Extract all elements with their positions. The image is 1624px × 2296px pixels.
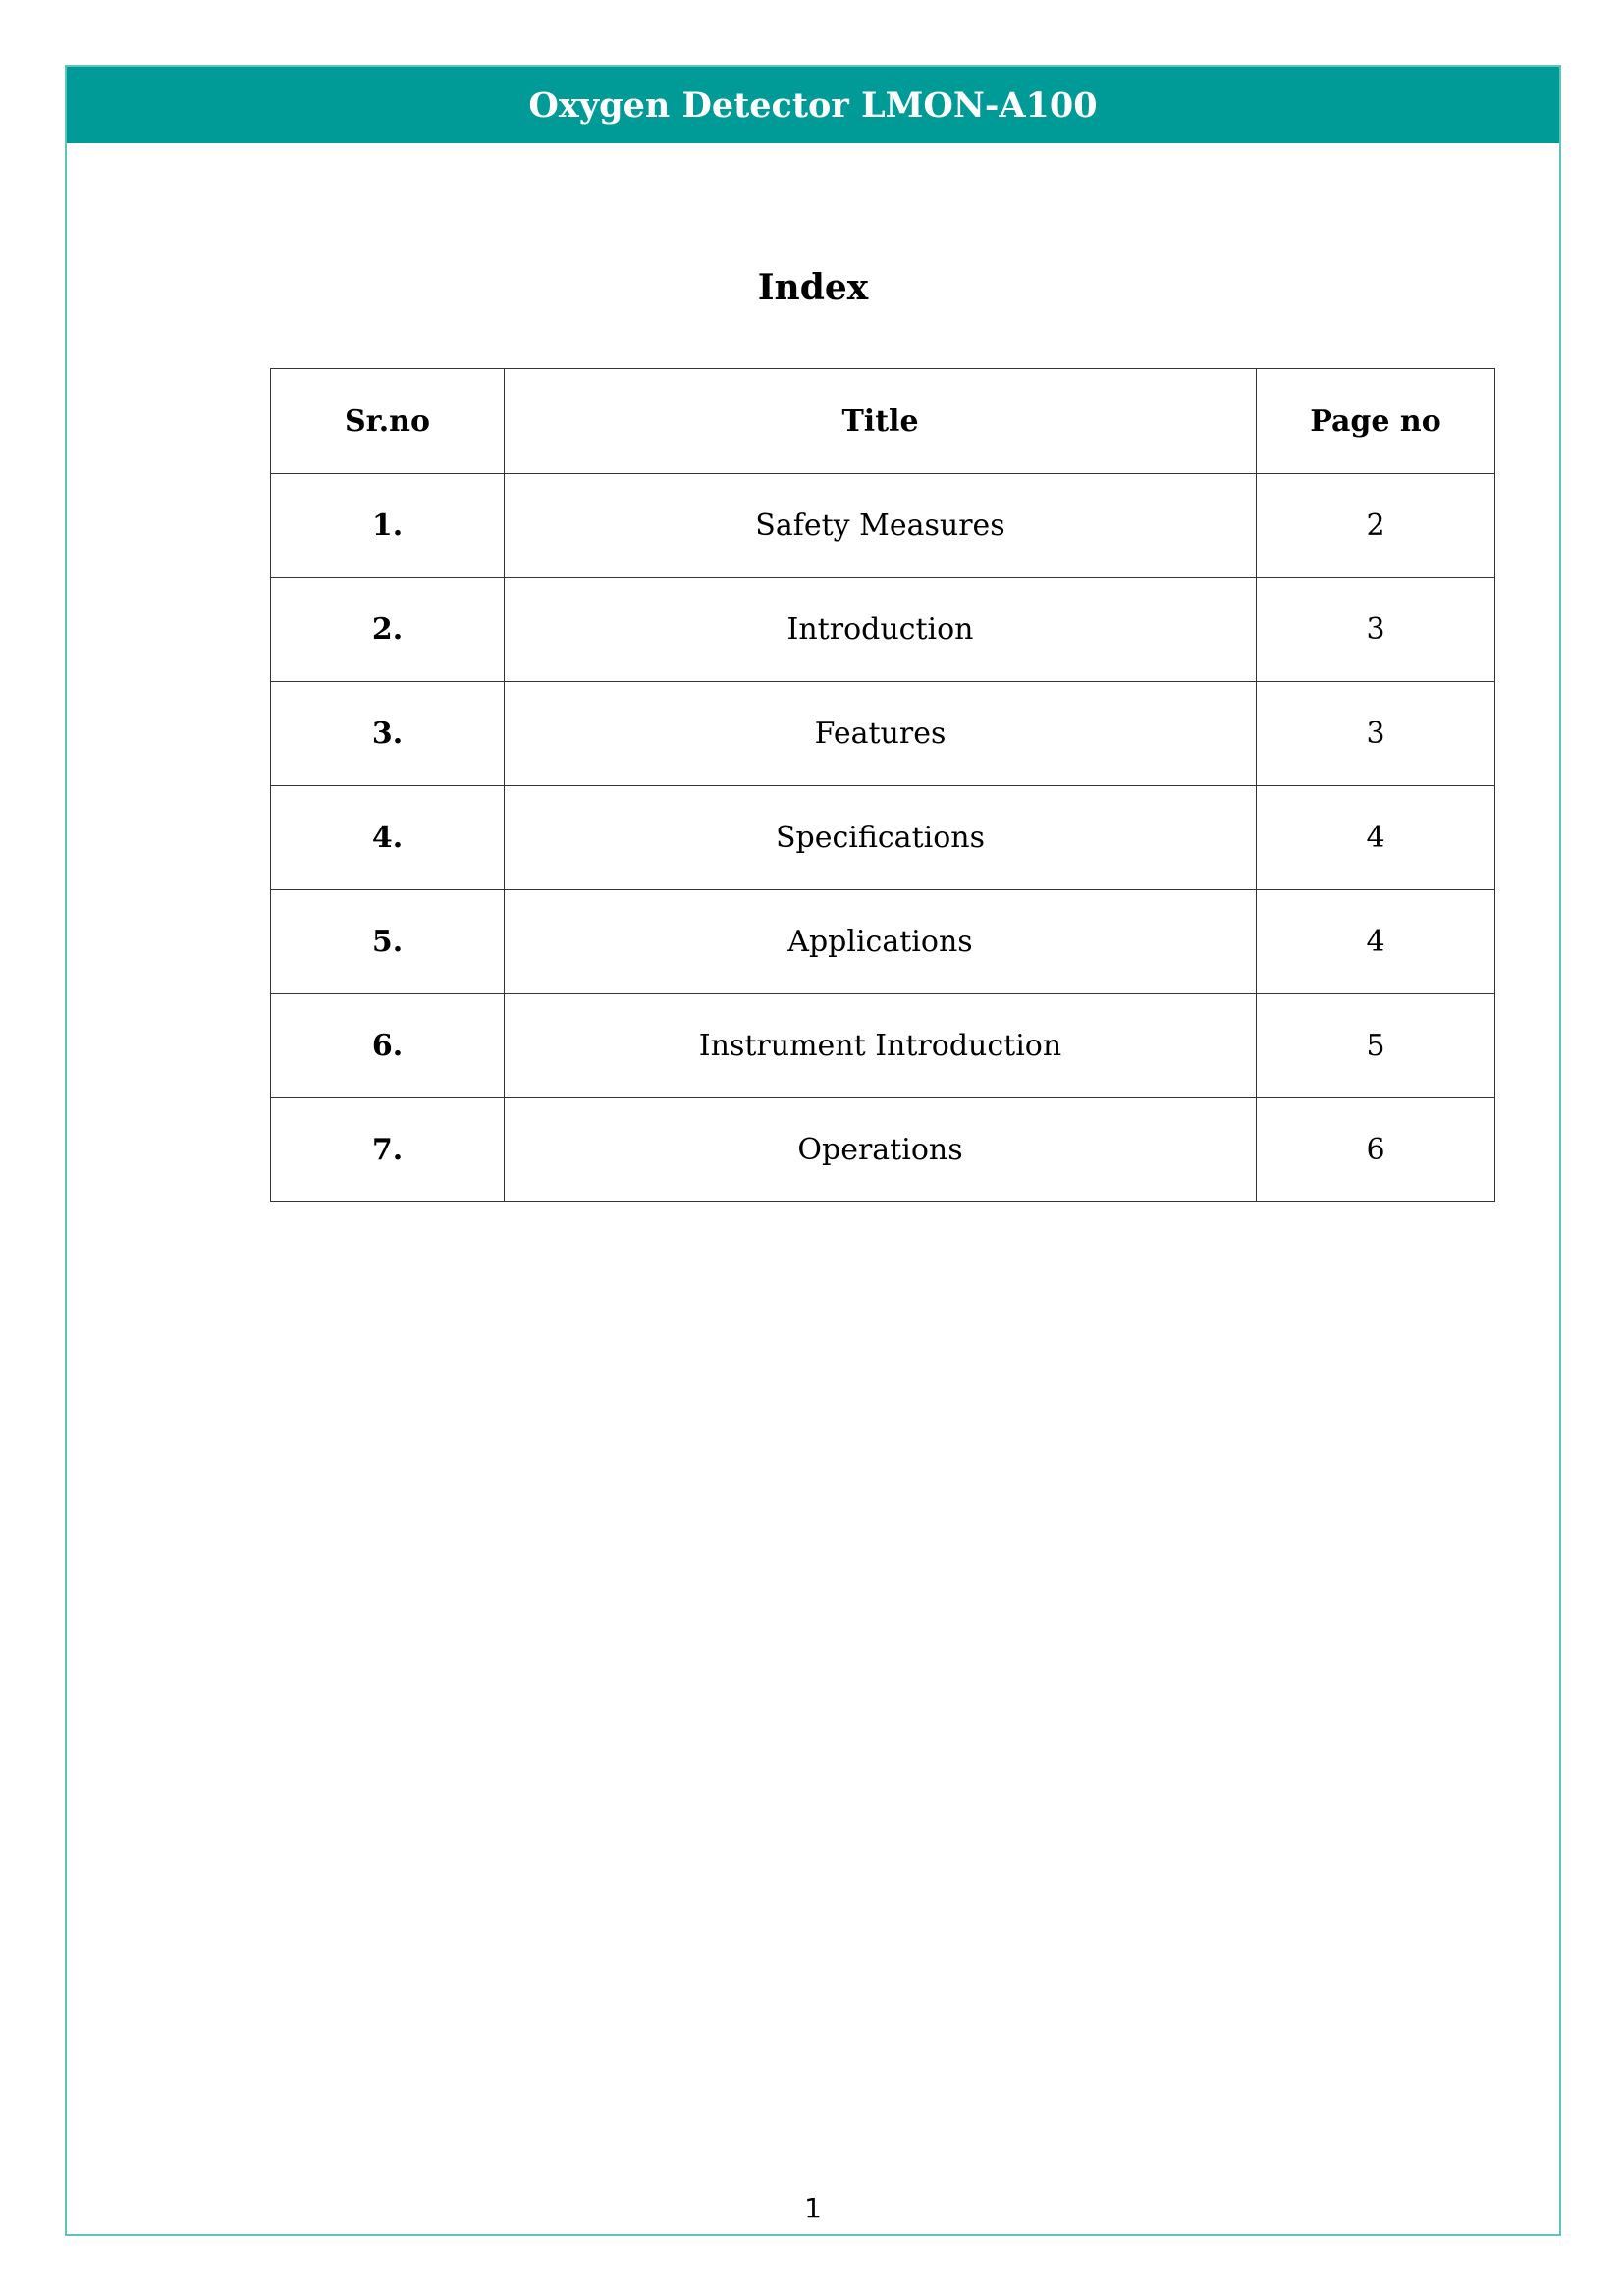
row-page-no: 6	[1257, 1098, 1495, 1202]
column-header-title: Title	[505, 369, 1257, 474]
row-sr-no: 4.	[271, 786, 505, 890]
page-number: 1	[804, 2192, 822, 2224]
column-header-page-no: Page no	[1257, 369, 1495, 474]
row-sr-no: 3.	[271, 682, 505, 786]
table-row	[271, 682, 1495, 786]
table-row	[271, 1098, 1495, 1202]
row-page-no: 3	[1257, 682, 1495, 786]
table-row	[271, 474, 1495, 578]
row-title: Operations	[505, 1098, 1257, 1202]
row-sr-no: 7.	[271, 1098, 505, 1202]
row-title: Introduction	[505, 578, 1257, 682]
row-title: Features	[505, 682, 1257, 786]
index-table	[270, 368, 1495, 1202]
table-row	[271, 890, 1495, 994]
column-header-sr-no: Sr.no	[271, 369, 505, 474]
index-heading: Index	[757, 267, 869, 308]
table-row	[271, 994, 1495, 1098]
row-title: Instrument Introduction	[505, 994, 1257, 1098]
row-page-no: 5	[1257, 994, 1495, 1098]
row-title: Applications	[505, 890, 1257, 994]
row-sr-no: 1.	[271, 474, 505, 578]
row-title: Specifications	[505, 786, 1257, 890]
page-frame	[65, 65, 1561, 2236]
table-row	[271, 578, 1495, 682]
row-page-no: 4	[1257, 890, 1495, 994]
row-sr-no: 2.	[271, 578, 505, 682]
document-header	[67, 67, 1559, 143]
table-row	[271, 786, 1495, 890]
row-sr-no: 5.	[271, 890, 505, 994]
row-page-no: 4	[1257, 786, 1495, 890]
row-page-no: 3	[1257, 578, 1495, 682]
document-title: Oxygen Detector LMON-A100	[528, 84, 1098, 126]
row-sr-no: 6.	[271, 994, 505, 1098]
row-title: Safety Measures	[505, 474, 1257, 578]
table-header-row	[271, 369, 1495, 474]
row-page-no: 2	[1257, 474, 1495, 578]
